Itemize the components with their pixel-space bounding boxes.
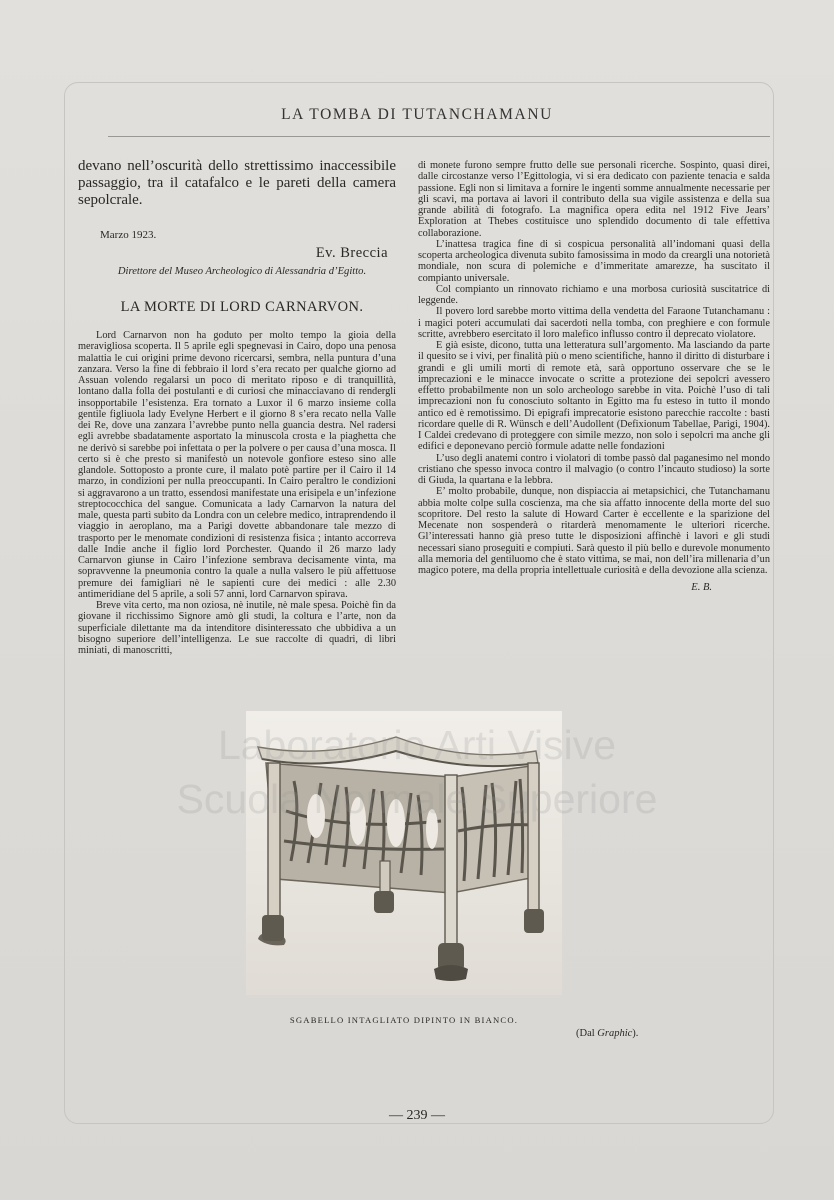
- section-title: LA MORTE DI LORD CARNARVON.: [120, 299, 364, 315]
- credit-suffix: ).: [632, 1028, 639, 1039]
- watermark-line: Laboratorio Arti Visive: [217, 722, 617, 768]
- paragraph: di monete furono sempre frutto delle sue personali ricerche. Sospinto, quasi direi, dalle circostanze verso l’Egittologia, vi si era dedicato con paziente tenacia e salda passione. Egli non si limitava a fornire le ingenti somme annualmente necessarie per gli scavi, ma portava ai lavori il contributo della sua vigile assistenza e della sua grande abilità di fotografo. La magnifica opera edita nel 1912 Five Jears’ Exploration at Thebes costituisce uno splendido documento di tale effettiva collaborazione.: [418, 160, 770, 239]
- paragraph: Il povero lord sarebbe morto vittima della vendetta del Faraone Tutanchamanu : i magici poteri accumulati dai sacerdoti nella tomba, con preghiere e con formule scritte, avrebbero esercitato il loro malefico influsso contro il deprecato violatore.: [418, 306, 770, 340]
- right-column: [418, 160, 770, 593]
- article-date: Marzo 1923.: [100, 229, 157, 241]
- paragraph: Lord Carnarvon non ha goduto per molto tempo la gioia della meravigliosa scoperta. Il 5 aprile egli spegnevasi in Cairo, dopo una penosa malattia le cui origini prime devono ricercarsi, sembra, nella puntura d’una zanzara. Verso la fine di febbraio il lord s’era recato per qualche giorno ad Assuan volendo regalarsi un poco di meritato riposo e di tranquillità, lontano dalla folla dei postulanti e di curiosi che minacciavano di rendergli insopportabile l’esistenza. Era tornato a Luxor il 6 marzo insieme colla gentile figliuola lady Evelyne Herbert e il giorno 8 s’era recato nella Valle dei Re, dove una zanzara l’avrebbe punto nella guancia destra. Nel radersi egli avrebbe sbadatamente asportato la minuscola crosta e la piaghetta che ne derivò si sarebbe poi infettata o per la polvere o per causa d’una mosca. Il certo si è che presto si manifestò un notevole gonfiore esteso sino alle glandole. Sottoposto a pronte cure, il malato potè partire per il Cairo il 14 marzo, in condizioni per nulla preoccupanti. In Cairo peraltro le condizioni si aggravarono a un tratto, essendosi manifestate una erisipela e un’infezione streptococchica del sangue. Comunicata a lady Carnarvon la natura del male, questa partì subito da Londra con un celebre medico, intraprendendo il viaggio in aeroplano, ma a Parigi dovette abbandonare tale mezzo di trasporto per le menomate condizioni di resistenza fisica ; intanto accorreva dalle Indie anche il figlio lord Porchester. Quando il 26 marzo lady Carnarvon giunse in Cairo l’infezione sembrava decisamente vinta, ma sopravvenne la pneumonia contro la quale a nulla valsero le più affettuose premure dei famigliari nè le sapienti cure dei medici : alle 2.30 antimeridiane del 5 aprile, a soli 57 anni, lord Carnarvon spirava.: [78, 330, 396, 600]
- left-body-text: [78, 330, 396, 656]
- author-name: Ev. Breccia: [315, 245, 388, 261]
- stool-photograph: [246, 711, 562, 995]
- figure-caption: SGABELLO INTAGLIATO DIPINTO IN BIANCO.: [289, 1015, 519, 1025]
- credit-prefix: (Dal: [576, 1028, 598, 1039]
- left-column: [78, 158, 396, 656]
- paragraph: Col compianto un rinnovato richiamo e una morbosa curiosità suscitatrice di leggende.: [418, 283, 770, 306]
- credit-source: Graphic: [597, 1028, 633, 1039]
- watermark-line: Scuola Normale Superiore: [176, 776, 658, 822]
- paragraph: E già esiste, dicono, tutta una letteratura sull’argomento. Ma lasciando da parte il quesito se i vivi, per finalità più o meno scientifiche, hanno il diritto di disturbare i grandi e gli umili morti di remote età, sarà opportuno osservare che se le imprecazioni e le minacce invocate o scritte a protezione dei sepolcri avessero effetto probabilmente non un solo archeologo sarebbe in vita. Poichè l’uso di tali imprecazioni non fu conosciuto soltanto in Egitto ma fu esteso in tutto il mondo antico ed è remotissimo. Di epigrafi imprecatorie esistono parecchie raccolte : basti ricordare quelle di R. Wünsch e dell’Audollent (Defixionum Tabellae, Parigi, 1904). I Caldei credevano di proteggere con simile mezzo, non solo i sepolcri ma anche gli edifici e deponevano perciò formule adatte nelle fondazioni: [418, 340, 770, 453]
- header-rule: [108, 136, 770, 137]
- author-role: Direttore del Museo Archeologico di Alessandria d’Egitto.: [117, 266, 367, 277]
- paragraph: L’inattesa tragica fine di sì cospicua personalità all’indomani quasi della scoperta archeologica divenuta subito famosissima in modo da creargli una notorietà mondiale, non scura di polemiche e d’immeritate amarezze, ha suscitato il compianto universale.: [418, 238, 770, 284]
- figure-credit: [576, 1028, 638, 1039]
- running-header: LA TOMBA DI TUTANCHAMANU: [281, 106, 553, 123]
- paragraph: E’ molto probabile, dunque, non dispiaccia ai metapsichici, che Tutanchamanu abbia molte colpe sulla coscienza, ma che sia affatto innocente della morte del suo scopritore. Del resto la salute di Howard Carter è eccellente e la sparizione del Mecenate non sospenderà o ritarderà menomamente le ulteriori ricerche. Gl’interessati hanno già preso tutte le disposizioni affinchè i lavori e gli studi necessari siano proseguiti e compiuti. Sarà questo il più bello e durevole monumento alla memoria del gentiluomo che è stato vittima, se mai, non dell’ira millenaria d’un magico potere, ma della propria intellettuale curiosità e della devozione alla scienza.: [418, 486, 770, 576]
- page-number: — 239 —: [389, 1108, 445, 1123]
- paragraph: Breve vita certo, ma non oziosa, nè inutile, nè male spesa. Poichè fin da giovane il ricchissimo Signore amò gli studi, la coltura e l’arte, non da superficiale dilettante ma da intenditore disinteressato che ubbidiva a un bisogno superiore dell’intelligenza. Le sue raccolte di quadri, di libri miniati, di manoscritti,: [78, 600, 396, 656]
- paragraph: L’uso degli anatemi contro i violatori di tombe passò dal paganesimo nel mondo cristiano che spesso invoca contro il malvagio (o contro l’incauto studioso) la sorte di Giuda, la quartana e la lebbra.: [418, 452, 770, 486]
- lead-paragraph: devano nell’oscurità dello strettissimo inaccessibile passaggio, tra il catafalco e le pareti della camera sepolcrale.: [78, 158, 396, 208]
- signature-initials: E. B.: [691, 582, 712, 594]
